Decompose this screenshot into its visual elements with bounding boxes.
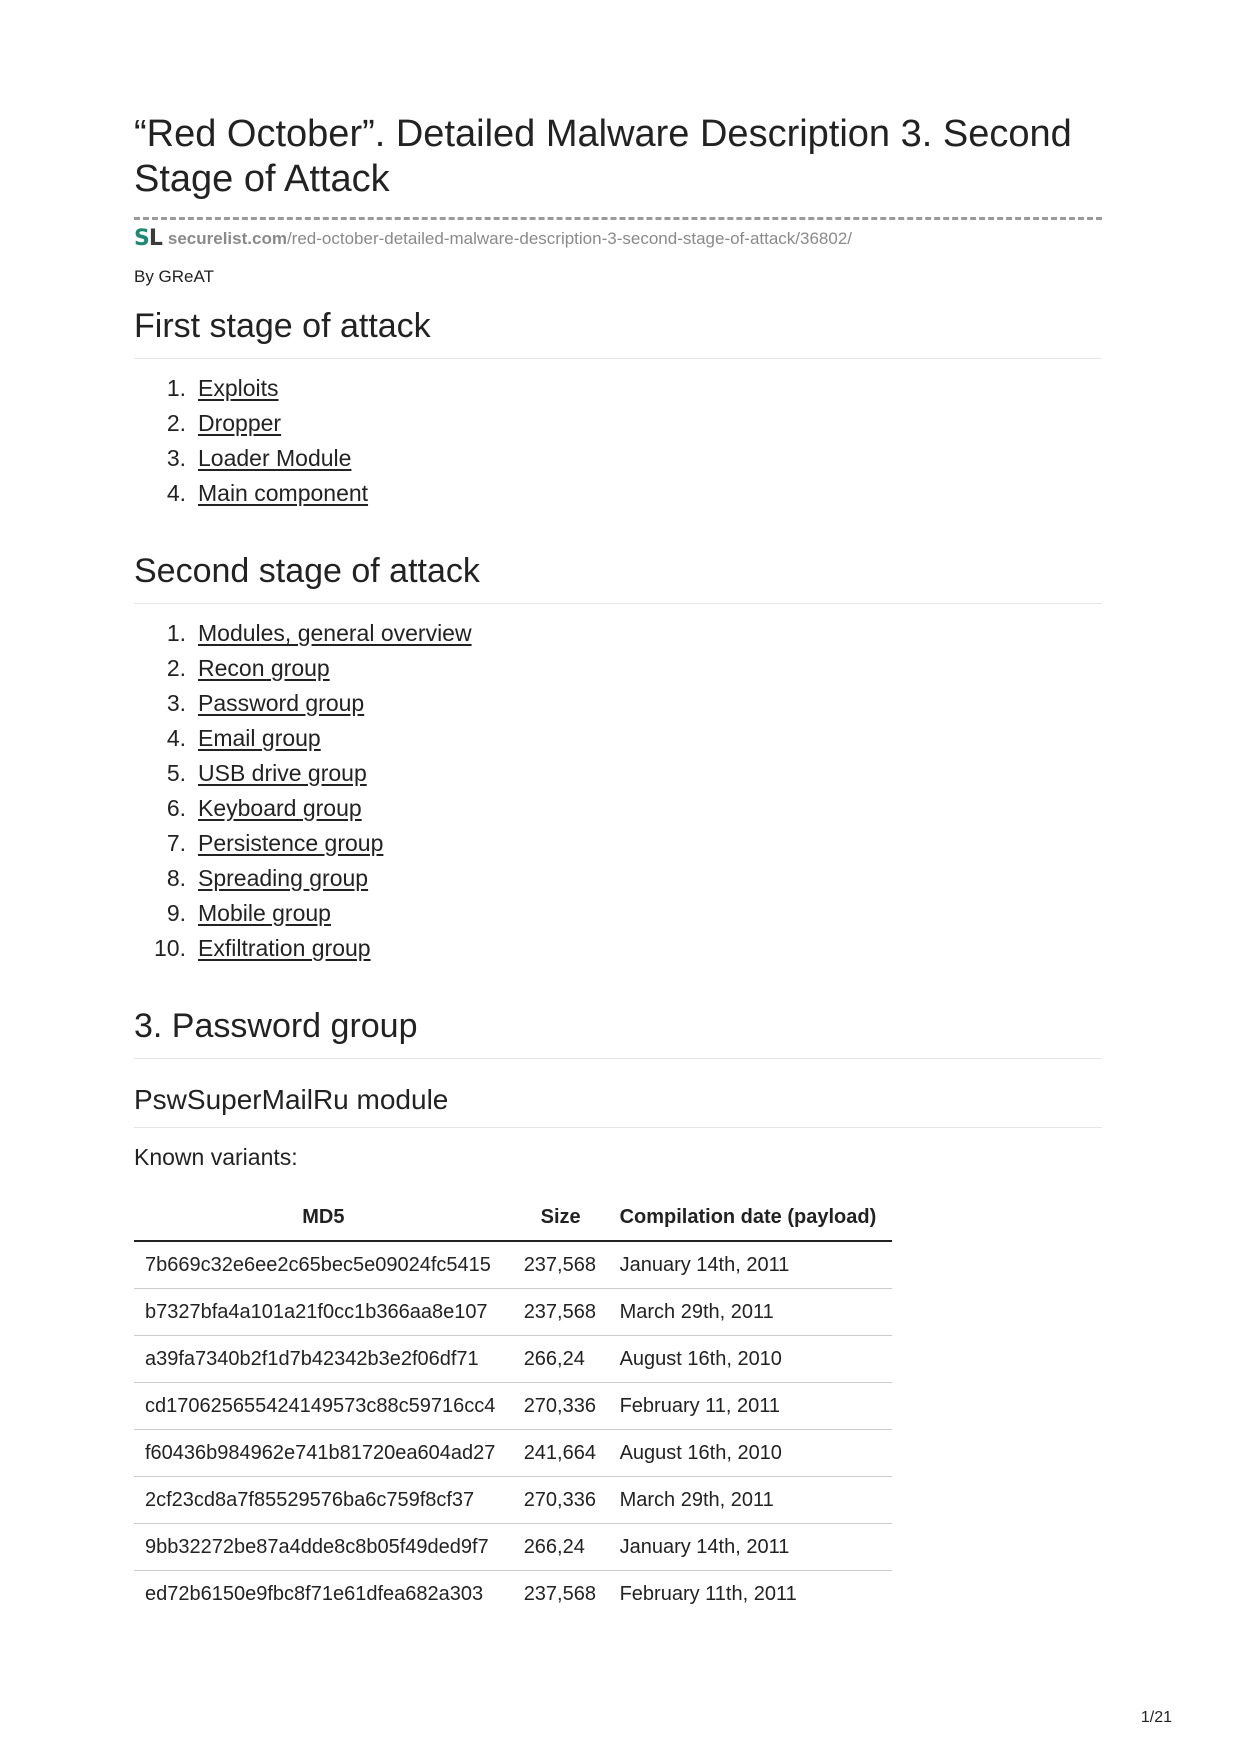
list-item [134, 371, 1102, 406]
document-page [134, 112, 1102, 1617]
list-item-number: 9. [166, 900, 186, 926]
source-line [134, 228, 1102, 250]
list-item-number: 7. [166, 830, 186, 856]
cell-date: August 16th, 2010 [609, 1336, 892, 1383]
cell-date: January 14th, 2011 [609, 1524, 892, 1571]
table-header-row [134, 1194, 892, 1241]
known-variants-label: Known variants: [134, 1144, 298, 1170]
cell-size: 241,664 [513, 1430, 609, 1477]
column-header-date: Compilation date (payload) [609, 1194, 892, 1241]
cell-date: February 11th, 2011 [619, 1582, 797, 1605]
second-stage-heading: Second stage of attack [134, 551, 1102, 604]
securelist-logo-icon: S L [134, 226, 162, 251]
list-item [134, 616, 1102, 651]
cell-size: 266,24 [513, 1336, 609, 1383]
list-item-number: 6. [166, 795, 186, 821]
table-row [134, 1289, 892, 1336]
cell-md5: b7327bfa4a101a21f0cc1b366aa8e107 [134, 1289, 513, 1336]
second-stage-toc-link[interactable]: Mobile group [198, 900, 331, 926]
cell-size: 270,336 [513, 1477, 609, 1524]
cell-md5: f60436b984962e741b81720ea604ad27 [134, 1430, 513, 1477]
page-number: 1/21 [1140, 1709, 1172, 1726]
cell-date: January 14th, 2011 [609, 1241, 892, 1289]
cell-size: 237,568 [513, 1241, 609, 1289]
cell-date: February 11, 2011 [609, 1383, 892, 1430]
list-item [134, 931, 1102, 966]
first-stage-toc-link[interactable]: Loader Module [198, 445, 352, 471]
cell-md5: 9bb32272be87a4dde8c8b05f49ded9f7 [134, 1524, 513, 1571]
second-stage-toc-link[interactable]: Keyboard group [198, 795, 362, 821]
table-row [134, 1336, 892, 1383]
table-row [134, 1430, 892, 1477]
second-stage-toc-link[interactable]: Recon group [198, 655, 330, 681]
list-item [134, 651, 1102, 686]
list-item-number: 1. [166, 375, 186, 401]
list-item [134, 686, 1102, 721]
source-path: /red-october-detailed-malware-description-3-second-stage-of-attack/36802/ [286, 229, 853, 248]
second-stage-toc-link[interactable]: USB drive group [198, 760, 367, 786]
first-stage-heading: First stage of attack [134, 306, 1102, 359]
source-url-link[interactable] [168, 228, 852, 250]
cell-md5: a39fa7340b2f1d7b42342b3e2f06df71 [134, 1336, 513, 1383]
list-item [134, 791, 1102, 826]
variants-table [134, 1194, 892, 1617]
list-item [134, 441, 1102, 476]
list-item-number: 8. [166, 865, 186, 891]
list-item [134, 896, 1102, 931]
password-group-heading: 3. Password group [134, 1006, 1102, 1059]
list-item-number: 5. [166, 760, 186, 786]
cell-md5: cd170625655424149573c88c59716cc4 [134, 1383, 513, 1430]
second-stage-toc-link[interactable]: Email group [198, 725, 321, 751]
table-row [134, 1241, 892, 1289]
second-stage-list [134, 616, 1102, 966]
cell-md5: 2cf23cd8a7f85529576ba6c759f8cf37 [134, 1477, 513, 1524]
cell-date: March 29th, 2011 [609, 1289, 892, 1336]
list-item-number: 3. [166, 445, 186, 471]
table-row [134, 1524, 892, 1571]
second-stage-toc-link[interactable]: Spreading group [198, 865, 369, 891]
cell-date: August 16th, 2010 [609, 1430, 892, 1477]
first-stage-toc-link[interactable]: Dropper [198, 410, 282, 436]
list-item-number: 2. [166, 410, 186, 436]
byline: By GReAT [134, 267, 214, 286]
page-title: “Red October”. Detailed Malware Description 3. Second Stage of Attack [134, 113, 1072, 200]
second-stage-toc-link[interactable]: Exfiltration group [198, 935, 371, 961]
list-item-number: 2. [166, 655, 186, 681]
list-item [134, 406, 1102, 441]
second-stage-toc-link[interactable]: Modules, general overview [198, 620, 472, 646]
second-stage-toc-link[interactable]: Password group [198, 690, 365, 716]
list-item [134, 721, 1102, 756]
cell-md5: ed72b6150e9fbc8f71e61dfea682a303 [145, 1582, 484, 1605]
cell-date: March 29th, 2011 [609, 1477, 892, 1524]
title-divider [134, 217, 1102, 220]
module-heading: PswSuperMailRu module [134, 1083, 1102, 1128]
table-row [134, 1383, 892, 1430]
list-item [134, 826, 1102, 861]
column-header-md5: MD5 [134, 1194, 513, 1241]
cell-size: 237,568 [513, 1289, 609, 1336]
first-stage-list [134, 371, 1102, 511]
list-item-number: 4. [166, 480, 186, 506]
list-item [134, 756, 1102, 791]
variants-table-body [134, 1241, 892, 1617]
list-item-number: 3. [166, 690, 186, 716]
list-item-number: 10. [154, 935, 186, 961]
list-item [134, 861, 1102, 896]
first-stage-toc-link[interactable]: Main component [198, 480, 369, 506]
second-stage-toc-link[interactable]: Persistence group [198, 830, 384, 856]
cell-md5: 7b669c32e6ee2c65bec5e09024fc5415 [134, 1241, 513, 1289]
source-domain: securelist.com [167, 229, 287, 248]
cell-size: 270,336 [513, 1383, 609, 1430]
list-item-number: 4. [166, 725, 186, 751]
list-item [134, 476, 1102, 511]
cell-size: 237,568 [523, 1582, 596, 1605]
first-stage-toc-link[interactable]: Exploits [198, 375, 279, 401]
cell-size: 266,24 [513, 1524, 609, 1571]
table-row [134, 1571, 892, 1618]
column-header-size: Size [513, 1194, 609, 1241]
list-item-number: 1. [166, 620, 186, 646]
table-row [134, 1477, 892, 1524]
